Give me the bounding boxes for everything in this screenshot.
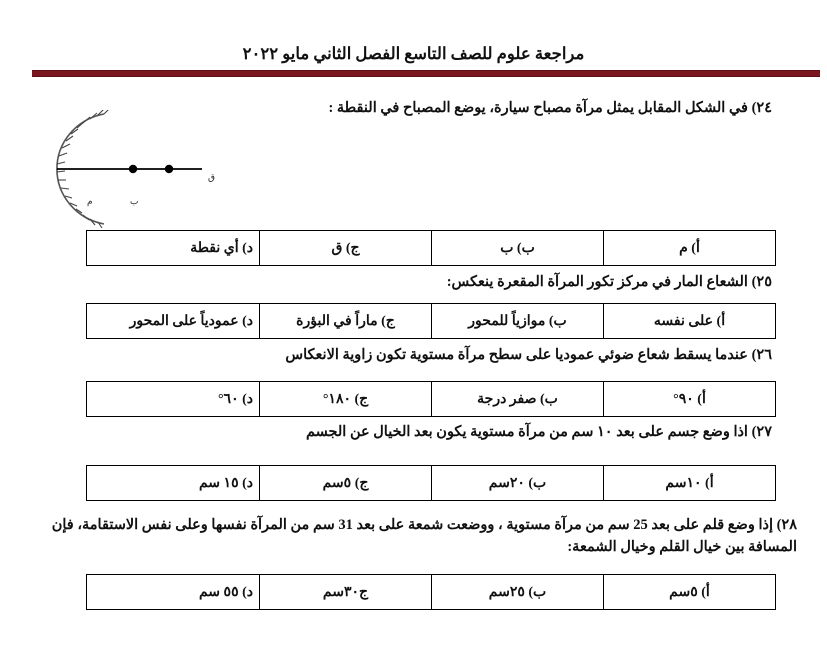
answer-option-c[interactable] <box>259 466 431 500</box>
answer-option-b[interactable] <box>431 575 603 609</box>
answer-option-b-label: ب) ب <box>500 240 535 256</box>
answer-option-d-label: د) أي نقطة <box>190 240 253 256</box>
answer-option-d[interactable] <box>87 304 259 338</box>
concave-mirror-diagram <box>12 110 227 228</box>
figure-label-vertex: ق <box>208 172 215 182</box>
answer-option-c-label: ج) ق <box>331 240 360 256</box>
question-28-text: ٢٨) إذا وضع قلم على بعد 25 سم من مرآة مستوية ، ووضعت شمعة على بعد 31 سم من المرآة نفسها وعلى نفس الاستقامة، فإن المسافة بين خيال القلم وخيال الشمعة: <box>51 517 797 556</box>
answer-option-b[interactable] <box>431 382 603 416</box>
answer-option-d[interactable] <box>87 466 259 500</box>
answer-option-a[interactable] <box>603 231 775 265</box>
answer-option-b[interactable] <box>431 231 603 265</box>
answer-option-d-label: د) ٥٥ سم <box>198 584 253 600</box>
answer-option-b[interactable] <box>431 466 603 500</box>
answer-option-d[interactable] <box>87 231 259 265</box>
answer-option-b-label: ب) ٢٥سم <box>488 584 547 600</box>
answer-option-c[interactable] <box>259 382 431 416</box>
answer-option-c-label: ج) ماراً في البؤرة <box>296 313 395 329</box>
figure-label-left: م <box>87 196 93 206</box>
answer-option-d[interactable] <box>87 382 259 416</box>
figure-label-mid: ب <box>130 196 139 206</box>
answer-option-c-label: ج٣٠سم <box>322 584 369 600</box>
answer-table-q25 <box>86 303 776 339</box>
answer-option-c-label: ج) ١٨٠° <box>322 391 369 407</box>
page-title: مراجعة علوم للصف التاسع الفصل الثاني مايو ٢٠٢٢ <box>242 44 585 63</box>
answer-option-d-label: د) عمودياً على المحور <box>129 313 253 329</box>
answer-option-c-label: ج) ٥سم <box>322 475 369 491</box>
answer-option-d[interactable] <box>87 575 259 609</box>
answer-option-a-label: أ) م <box>679 240 700 256</box>
answer-option-a-label: أ) ٥سم <box>669 584 710 600</box>
answer-option-a-label: أ) على نفسه <box>653 313 726 329</box>
answer-option-b[interactable] <box>431 304 603 338</box>
answer-option-c[interactable] <box>259 231 431 265</box>
answer-option-a[interactable] <box>603 304 775 338</box>
answer-option-b-label: ب) موازياً للمحور <box>468 313 567 329</box>
answer-table-q27 <box>86 465 776 501</box>
answer-option-b-label: ب) صفر درجة <box>477 391 558 407</box>
answer-option-c[interactable] <box>259 575 431 609</box>
header-divider-rule <box>32 70 820 77</box>
answer-table-q26 <box>86 381 776 417</box>
answer-option-c[interactable] <box>259 304 431 338</box>
answer-option-a[interactable] <box>603 382 775 416</box>
question-27-text: ٢٧) اذا وضع جسم على بعد ١٠ سم من مرآة مستوية يكون بعد الخيال عن الجسم <box>305 424 772 440</box>
answer-option-a[interactable] <box>603 466 775 500</box>
answer-option-d-label: د) ٦٠° <box>217 391 253 407</box>
question-25-text: ٢٥) الشعاع المار في مركز تكور المرآة المقعرة ينعكس: <box>446 274 772 290</box>
answer-option-b-label: ب) ٢٠سم <box>488 475 547 491</box>
question-26-text: ٢٦) عندما يسقط شعاع ضوئي عموديا على سطح مرآة مستوية تكون زاوية الانعكاس <box>285 347 772 363</box>
question-24-text: ٢٤) في الشكل المقابل يمثل مرآة مصباح سيارة، يوضع المصباح في النقطة : <box>328 100 772 116</box>
answer-table-q28 <box>86 574 776 610</box>
answer-table-q24 <box>86 230 776 266</box>
answer-option-d-label: د) ١٥ سم <box>198 475 253 491</box>
answer-option-a[interactable] <box>603 575 775 609</box>
answer-option-a-label: أ) ٩٠° <box>673 391 706 407</box>
answer-option-a-label: أ) ١٠سم <box>665 475 714 491</box>
